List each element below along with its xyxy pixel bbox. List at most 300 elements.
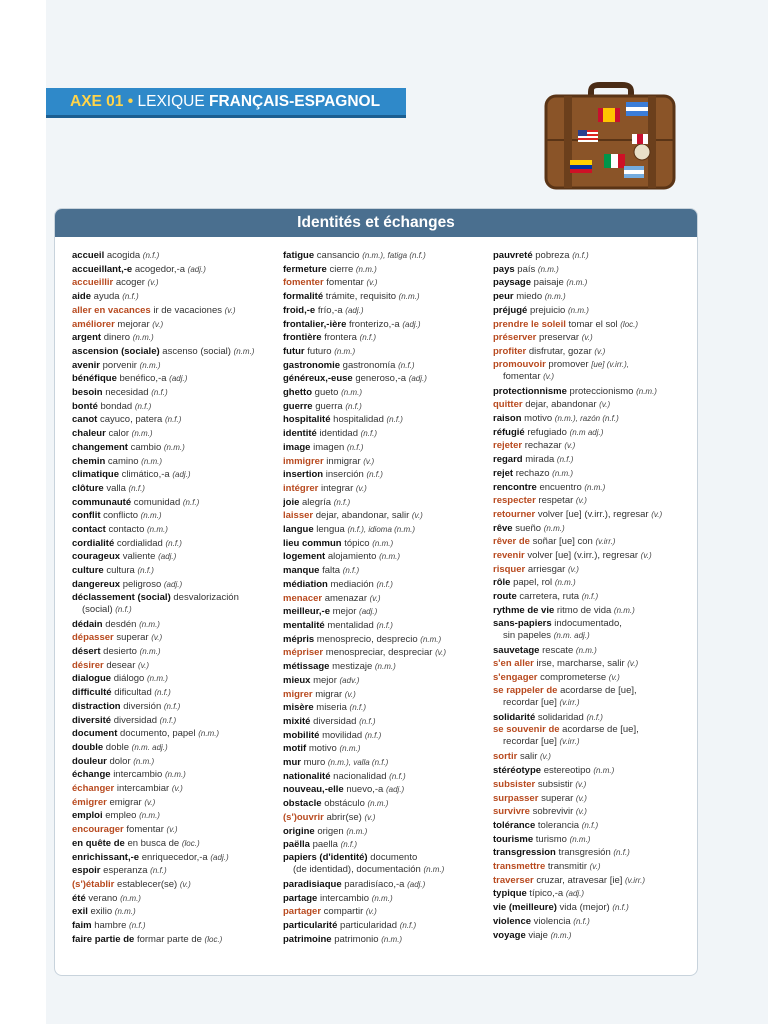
- entry-term: mentalité: [283, 619, 325, 631]
- entry-grammar: (v.): [147, 278, 159, 288]
- entry-grammar: (n.f.): [165, 538, 182, 548]
- lexicon-entry: [283, 413, 495, 427]
- entry-translation: particularidad: [340, 920, 398, 932]
- entry-translation: muro: [303, 757, 326, 769]
- entry-translation: acordarse de [ue],: [560, 684, 637, 696]
- entry-grammar: (n.f.): [581, 592, 599, 602]
- entry-term: emploi: [72, 810, 103, 822]
- entry-translation: documento: [370, 851, 418, 863]
- lexicon-entry: [493, 535, 697, 549]
- entry-grammar: (n.f.): [389, 771, 406, 781]
- entry-grammar: (n.m.): [566, 278, 588, 288]
- entry-term: meilleur,-e: [283, 606, 330, 618]
- lexicon-entry: [72, 249, 282, 263]
- entry-grammar: (loc.): [204, 934, 223, 944]
- lexicon-entry: [283, 619, 495, 633]
- entry-grammar: (n.m.): [163, 442, 185, 452]
- entry-grammar: (n.m. adj.): [553, 630, 590, 640]
- entry-grammar: (n.m.): [636, 386, 657, 396]
- lexicon-entry: [283, 550, 495, 564]
- lexicon-entry: [283, 304, 495, 318]
- entry-grammar: (n.m.): [198, 729, 220, 739]
- entry-grammar: (n.m.): [341, 388, 362, 398]
- entry-continuation: (de identidad), documentación: [293, 863, 421, 875]
- entry-translation: salir: [519, 751, 538, 763]
- lexicon-entry: [493, 604, 697, 618]
- lexicon-entry: [283, 455, 495, 469]
- entry-term: s'en aller: [493, 658, 534, 670]
- entry-translation: hambre: [94, 920, 127, 932]
- entry-grammar: (v.): [224, 305, 236, 315]
- lexicon-entry: [493, 833, 697, 847]
- lexicon-entry: [72, 578, 282, 592]
- entry-term: médiation: [283, 578, 328, 590]
- entry-term: courageux: [72, 551, 121, 563]
- entry-translation: miedo: [516, 291, 543, 303]
- lexicon-entry: [283, 290, 495, 304]
- entry-grammar: (n.m.): [374, 662, 396, 672]
- lexicon-entry: [493, 563, 697, 577]
- lexicon-entry: [283, 427, 495, 441]
- lexicon-entry: [493, 263, 697, 277]
- entry-translation: climático,-a: [121, 469, 170, 481]
- entry-term: mixité: [283, 715, 311, 727]
- entry-translation: subsistir: [537, 778, 573, 790]
- entry-term: bonté: [72, 400, 98, 412]
- entry-term: paradisiaque: [283, 878, 342, 890]
- lexicon-entry: [72, 645, 282, 659]
- entry-grammar: (n.f.): [115, 604, 132, 614]
- lexicon-entry: [283, 797, 495, 811]
- entry-grammar: (v.): [366, 278, 378, 288]
- entry-term: promouvoir: [493, 358, 546, 370]
- entry-translation: ir de vacaciones: [153, 304, 222, 316]
- entry-term: rythme de vie: [493, 604, 555, 616]
- entry-translation: patrimonio: [334, 933, 379, 945]
- entry-grammar: (n.f.): [349, 703, 366, 713]
- entry-grammar: (v.): [575, 496, 587, 506]
- entry-term: motif: [283, 743, 307, 755]
- entry-grammar: (n.f.): [376, 620, 393, 630]
- entry-term: obstacle: [283, 798, 322, 810]
- entry-grammar: (n.m.): [423, 864, 445, 874]
- entry-grammar: (n.f.): [142, 251, 160, 260]
- lexicon-entry: [72, 618, 282, 632]
- lexicon-entry: [72, 564, 282, 578]
- entry-translation: pobreza: [535, 250, 570, 261]
- entry-grammar: (n.f.): [122, 292, 139, 302]
- entry-grammar: (v.): [540, 752, 551, 762]
- entry-term: climatique: [72, 469, 119, 481]
- entry-term: accueillir: [72, 277, 114, 289]
- lexicon-entry: [493, 576, 697, 590]
- entry-grammar: (v.): [344, 689, 356, 699]
- entry-term: violence: [493, 915, 532, 927]
- entry-translation: diversión: [123, 700, 162, 712]
- lexicon-entry: [283, 892, 495, 906]
- entry-term: espoir: [72, 865, 101, 877]
- entry-term: contact: [72, 524, 106, 536]
- entry-grammar: (adj.): [158, 552, 177, 562]
- entry-translation: vida (mejor): [559, 902, 610, 914]
- entry-grammar: (v.irr.): [559, 697, 580, 707]
- entry-term: origine: [283, 825, 315, 837]
- lexicon-entry: [72, 878, 282, 892]
- entry-grammar: (n.m.): [355, 264, 377, 274]
- entry-grammar: (v.): [365, 907, 377, 917]
- entry-grammar: (v.): [651, 509, 663, 519]
- lexicon-entry: [72, 550, 282, 564]
- entry-grammar: (v.): [166, 825, 178, 835]
- entry-grammar: (v.): [435, 648, 447, 658]
- entry-grammar: (n.m.): [132, 333, 154, 343]
- entry-grammar: (n.m.): [552, 468, 574, 478]
- entry-grammar: (n.m.): [613, 605, 635, 615]
- lexicon-entry: [283, 496, 495, 510]
- entry-translation: mejor: [332, 606, 357, 618]
- lexicon-entry: [283, 605, 495, 619]
- entry-translation: preservar: [538, 332, 580, 344]
- entry-translation: proteccionismo: [569, 385, 634, 397]
- entry-translation: abrir(se): [326, 811, 362, 823]
- lexicon-entry: [283, 688, 495, 702]
- lexicon-entry: [493, 887, 697, 901]
- entry-term: préjugé: [493, 304, 528, 316]
- entry-term: changement: [72, 441, 128, 453]
- entry-grammar: (adj.): [169, 374, 188, 384]
- entry-term: risquer: [493, 563, 526, 575]
- lexicon-entry: [72, 864, 282, 878]
- entry-grammar: (loc.): [620, 319, 639, 329]
- lexicon-entry: [493, 508, 697, 522]
- entry-term: dangereux: [72, 578, 121, 590]
- entry-translation: intercambiar: [116, 783, 170, 795]
- lexicon-entry: [493, 724, 697, 750]
- entry-grammar: (v.): [581, 333, 593, 343]
- entry-grammar: (v.): [627, 659, 639, 669]
- lexicon-entry: [283, 825, 495, 839]
- entry-translation: empleo: [105, 810, 137, 822]
- entry-term: échange: [72, 769, 111, 781]
- lexicon-entry: [72, 727, 282, 741]
- lexicon-entry: [283, 592, 495, 606]
- entry-translation: gastronomía: [342, 359, 396, 371]
- lexicon-entry: [493, 439, 697, 453]
- entry-translation: desdén: [105, 618, 137, 630]
- entry-translation: compartir: [323, 906, 364, 918]
- entry-term: typique: [493, 888, 527, 900]
- lexicon-entry: [493, 453, 697, 467]
- entry-term: mépris: [283, 633, 315, 645]
- lexicon-entry: [283, 878, 495, 892]
- entry-translation: acogedor,-a: [134, 263, 186, 275]
- entry-term: exil: [72, 906, 88, 918]
- entry-translation: necesidad: [105, 387, 149, 399]
- entry-translation: encuentro: [539, 481, 582, 493]
- entry-grammar: (n.m.): [593, 766, 615, 776]
- entry-grammar: (n.m.): [379, 552, 400, 562]
- entry-translation: carretera, ruta: [519, 591, 580, 603]
- entry-term: se rappeler de: [493, 684, 558, 696]
- entry-term: généreux,-euse: [283, 373, 353, 385]
- entry-grammar: (n.m.): [569, 834, 591, 844]
- entry-grammar: (n.f.): [364, 730, 382, 740]
- entry-translation: generoso,-a: [355, 373, 407, 385]
- entry-translation: dificultad: [114, 687, 152, 699]
- entry-term: mépriser: [283, 647, 324, 659]
- lexicon-entry: [72, 933, 282, 947]
- entry-continuation: (social): [82, 603, 113, 615]
- entry-translation: sobrevivir: [532, 806, 574, 818]
- entry-grammar: (v.): [364, 812, 376, 822]
- entry-grammar: (n.m.): [141, 456, 163, 466]
- entry-translation: rechazo: [515, 467, 550, 479]
- entry-grammar: (v.): [144, 797, 156, 807]
- entry-translation: documento, papel: [120, 728, 196, 740]
- lexicon-entry: [72, 276, 282, 290]
- entry-grammar: (adj.): [385, 785, 405, 795]
- entry-term: guerre: [283, 400, 313, 412]
- entry-term: aller en vacances: [72, 304, 151, 316]
- entry-term: fermeture: [283, 263, 327, 275]
- entry-translation: cruzar, atravesar [ie]: [536, 874, 623, 886]
- lexicon-entry: [493, 304, 697, 318]
- lexicon-entry: [72, 400, 282, 414]
- entry-translation: transmitir: [547, 861, 587, 873]
- entry-term: diversité: [72, 714, 112, 726]
- lexicon-entry: [283, 331, 495, 345]
- lexicon-entry: [493, 819, 697, 833]
- entry-translation: mirada: [525, 454, 555, 466]
- entry-translation: soñar [ue] con: [532, 536, 593, 548]
- entry-translation: frío,-a: [317, 304, 343, 316]
- section-banner: [46, 88, 406, 118]
- entry-translation: paella: [312, 839, 338, 851]
- entry-translation: dejar, abandonar: [525, 399, 597, 411]
- entry-grammar: [ue] (v.irr.),: [591, 359, 629, 369]
- lexicon-entry: [283, 537, 495, 551]
- entry-translation: cordialidad: [116, 537, 163, 549]
- lexicon-entry: [493, 778, 697, 792]
- entry-term: route: [493, 591, 517, 603]
- entry-translation: alegría: [302, 496, 332, 508]
- entry-term: rejeter: [493, 440, 523, 452]
- lexicon-entry: [283, 729, 495, 743]
- lexicon-entry: [283, 715, 495, 729]
- entry-translation: mentalidad: [327, 619, 374, 631]
- entry-translation: viaje: [528, 929, 548, 941]
- entry-continuation: recordar [ue]: [503, 696, 557, 708]
- entry-grammar: (v.): [608, 672, 620, 682]
- lexicon-entry: [283, 359, 495, 373]
- lexicon-entry: [72, 837, 282, 851]
- entry-grammar: (n.f.): [398, 360, 415, 370]
- entry-grammar: (n.m.): [147, 525, 168, 535]
- entry-translation: acoger: [115, 277, 145, 289]
- entry-translation: intercambio: [113, 769, 163, 781]
- entry-translation: inmigrar: [326, 455, 361, 467]
- entry-translation: trámite, requisito: [325, 291, 396, 303]
- lexicon-entry: [493, 750, 697, 764]
- lexicon-column-2: [283, 249, 495, 946]
- entry-translation: peligroso: [122, 578, 162, 590]
- entry-translation: valla: [106, 482, 126, 494]
- entry-translation: paradisíaco,-a: [344, 878, 405, 890]
- entry-term: paysage: [493, 277, 532, 289]
- entry-translation: movilidad: [322, 729, 363, 741]
- entry-term: avenir: [72, 359, 100, 371]
- entry-translation: refugiado: [527, 426, 567, 438]
- entry-translation: lengua: [316, 524, 345, 536]
- entry-grammar: (v.irr.): [625, 875, 646, 885]
- lexicon-entry: [283, 345, 495, 359]
- entry-grammar: (n.m. adj.): [131, 742, 168, 752]
- entry-grammar: (n.f.): [359, 716, 376, 726]
- entry-grammar: (v.): [640, 551, 652, 561]
- entry-term: ascension (sociale): [72, 345, 160, 357]
- entry-term: mieux: [283, 674, 311, 686]
- lexicon-entry: [493, 359, 697, 385]
- lexicon-entry: [72, 851, 282, 865]
- axe-label: AXE 01: [70, 93, 124, 110]
- entry-grammar: (n.m.): [339, 744, 361, 754]
- entry-translation: típico,-a: [529, 888, 564, 900]
- entry-translation: solidaridad: [537, 711, 584, 723]
- lexicon-column-1: [72, 249, 282, 946]
- entry-translation: tolerancia: [537, 819, 580, 831]
- entry-grammar: (v.): [151, 633, 163, 643]
- lexicon-entry: [72, 304, 282, 318]
- lexicon-entry: [493, 249, 697, 263]
- lexicon-entry: [72, 796, 282, 810]
- lexicon-entry: [72, 659, 282, 673]
- entry-translation: intercambio: [319, 892, 370, 904]
- entry-term: dialogue: [72, 673, 112, 685]
- entry-grammar: (n.m.): [140, 511, 162, 521]
- entry-term: langue: [283, 524, 314, 536]
- entry-translation: paisaje: [533, 277, 564, 289]
- entry-term: émigrer: [72, 796, 107, 808]
- entry-translation: alojamiento: [327, 551, 377, 563]
- entry-grammar: (v.): [355, 483, 367, 493]
- lexicon-entry: [493, 805, 697, 819]
- entry-translation: sueño: [515, 522, 542, 534]
- entry-translation: guerra: [315, 400, 343, 412]
- entry-grammar: (n.m.): [550, 930, 572, 940]
- entry-continuation: sin papeles: [503, 629, 552, 641]
- entry-grammar: (n.f.): [333, 497, 351, 507]
- lexicon-entry: [493, 549, 697, 563]
- lexicon-entry: [72, 700, 282, 714]
- lexicon-entry: [283, 783, 495, 797]
- entry-grammar: (n.f.): [366, 470, 383, 480]
- entry-translation: indocumentado,: [554, 617, 622, 629]
- entry-grammar: (adj.): [402, 319, 421, 329]
- entry-translation: volver [ue] (v.irr.), regresar: [537, 508, 649, 520]
- entry-translation: nacionalidad: [333, 770, 387, 782]
- lexicon-entry: [72, 686, 282, 700]
- entry-term: s'engager: [493, 671, 538, 683]
- entry-translation: migrar: [315, 688, 343, 700]
- lexicon-entry: [493, 685, 697, 711]
- entry-grammar: (n.f.): [581, 820, 599, 830]
- entry-grammar: (n.f.): [163, 701, 181, 711]
- lexicon-entry: [72, 809, 282, 823]
- entry-term: métissage: [283, 661, 330, 673]
- lexicon-entry: [493, 618, 697, 644]
- entry-grammar: (v.): [138, 660, 149, 670]
- suitcase-illustration: [540, 80, 680, 192]
- lexicon-entry: [493, 711, 697, 725]
- entry-grammar: (adj.): [172, 470, 191, 480]
- entry-term: échanger: [72, 783, 115, 795]
- entry-grammar: (n.m.): [334, 346, 356, 356]
- entry-term: vie (meilleure): [493, 902, 557, 914]
- entry-term: chemin: [72, 455, 106, 467]
- entry-grammar: (v.): [171, 784, 183, 794]
- entry-term: regard: [493, 454, 523, 466]
- entry-term: transmettre: [493, 861, 546, 873]
- entry-term: enrichissant,-e: [72, 851, 140, 863]
- entry-grammar: (n.f.): [182, 497, 200, 507]
- lexicon-entry: [493, 467, 697, 481]
- entry-grammar: (n.m.): [398, 292, 420, 302]
- entry-grammar: (n.f.): [137, 566, 154, 576]
- entry-term: pays: [493, 263, 515, 275]
- lexicon-entry: [72, 509, 282, 523]
- lexicon-entry: [493, 901, 697, 915]
- entry-grammar: (n.m.), valla (n.f.): [327, 758, 389, 768]
- entry-grammar: (loc.): [181, 838, 200, 848]
- entry-term: dépasser: [72, 632, 114, 644]
- lexicon-entry: [493, 276, 697, 290]
- lexicon-entry: [283, 578, 495, 592]
- entry-grammar: (n.m.): [372, 538, 394, 548]
- lexicon-entry: [72, 782, 282, 796]
- lexicon-entry: [493, 331, 697, 345]
- entry-translation: fronterizo,-a: [349, 318, 400, 330]
- entry-translation: rescate: [542, 644, 574, 656]
- entry-grammar: (v.irr.): [559, 737, 580, 747]
- entry-grammar: (n.m.): [346, 826, 368, 836]
- lexicon-entry: [72, 592, 282, 618]
- entry-translation: camino: [107, 455, 139, 467]
- lexicon-entry: [283, 509, 495, 523]
- entry-term: se souvenir de: [493, 724, 560, 736]
- lexicon-entry: [283, 318, 495, 332]
- entry-term: immigrer: [283, 455, 324, 467]
- entry-grammar: (v.): [575, 779, 587, 789]
- entry-term: pauvreté: [493, 250, 533, 261]
- entry-grammar: (v.): [179, 879, 191, 889]
- entry-grammar: (n.f.): [129, 921, 146, 931]
- entry-term: prendre le soleil: [493, 318, 566, 330]
- lexicon-entry: [283, 838, 495, 852]
- entry-term: menacer: [283, 592, 323, 604]
- entry-grammar: (n.m.): [139, 360, 161, 370]
- entry-term: traverser: [493, 874, 534, 886]
- lexicon-entry: [72, 263, 282, 277]
- lexicon-entry: [283, 756, 495, 770]
- entry-translation: dinero: [103, 332, 131, 344]
- lexicon-entry: [283, 468, 495, 482]
- entry-translation: promover: [548, 358, 589, 370]
- entry-translation: en busca de: [127, 837, 180, 849]
- entry-term: stéréotype: [493, 765, 542, 777]
- entry-translation: porvenir: [102, 359, 137, 371]
- entry-translation: menospreciar, despreciar: [325, 647, 433, 659]
- entry-translation: doble: [105, 741, 130, 753]
